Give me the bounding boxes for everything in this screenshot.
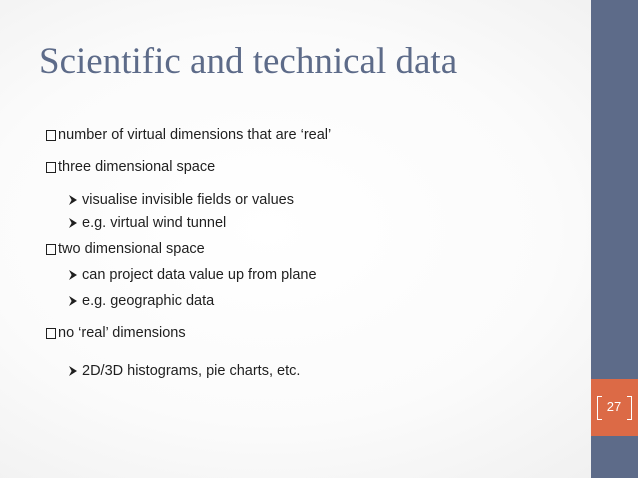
checkbox-square-icon bbox=[46, 130, 56, 141]
bullet-text: 2D/3D histograms, pie charts, etc. bbox=[82, 363, 301, 379]
bullet-text: three dimensional space bbox=[58, 159, 216, 175]
bullet-level-1 bbox=[46, 126, 331, 144]
bullet-text: number of virtual dimensions that are ‘real’ bbox=[58, 127, 332, 143]
checkbox-square-icon bbox=[46, 244, 56, 255]
bullet-level-2 bbox=[67, 266, 317, 284]
arrow-right-icon bbox=[67, 294, 78, 308]
bracket-right-icon bbox=[627, 396, 632, 420]
arrow-right-icon bbox=[67, 364, 78, 378]
bullet-level-2 bbox=[67, 362, 300, 380]
bullet-text: e.g. virtual wind tunnel bbox=[82, 215, 227, 231]
bullet-text: no ‘real’ dimensions bbox=[58, 325, 186, 341]
bullet-level-1 bbox=[46, 240, 205, 258]
bullet-text: can project data value up from plane bbox=[82, 267, 317, 283]
checkbox-square-icon bbox=[46, 162, 56, 173]
bullet-level-1 bbox=[46, 158, 215, 176]
bullet-text: two dimensional space bbox=[58, 241, 205, 257]
bullet-level-2 bbox=[67, 214, 226, 232]
arrow-right-icon bbox=[67, 216, 78, 230]
bullet-level-2 bbox=[67, 191, 294, 209]
bullet-text: e.g. geographic data bbox=[82, 293, 215, 309]
arrow-right-icon bbox=[67, 193, 78, 207]
arrow-right-icon bbox=[67, 268, 78, 282]
checkbox-square-icon bbox=[46, 328, 56, 339]
bullet-level-1 bbox=[46, 324, 186, 342]
bullet-text: visualise invisible fields or values bbox=[82, 192, 294, 208]
page-number-badge bbox=[591, 379, 638, 436]
page-number: 27 bbox=[606, 399, 622, 414]
bullet-level-2 bbox=[67, 292, 214, 310]
slide-title: Scientific and technical data bbox=[39, 41, 458, 82]
